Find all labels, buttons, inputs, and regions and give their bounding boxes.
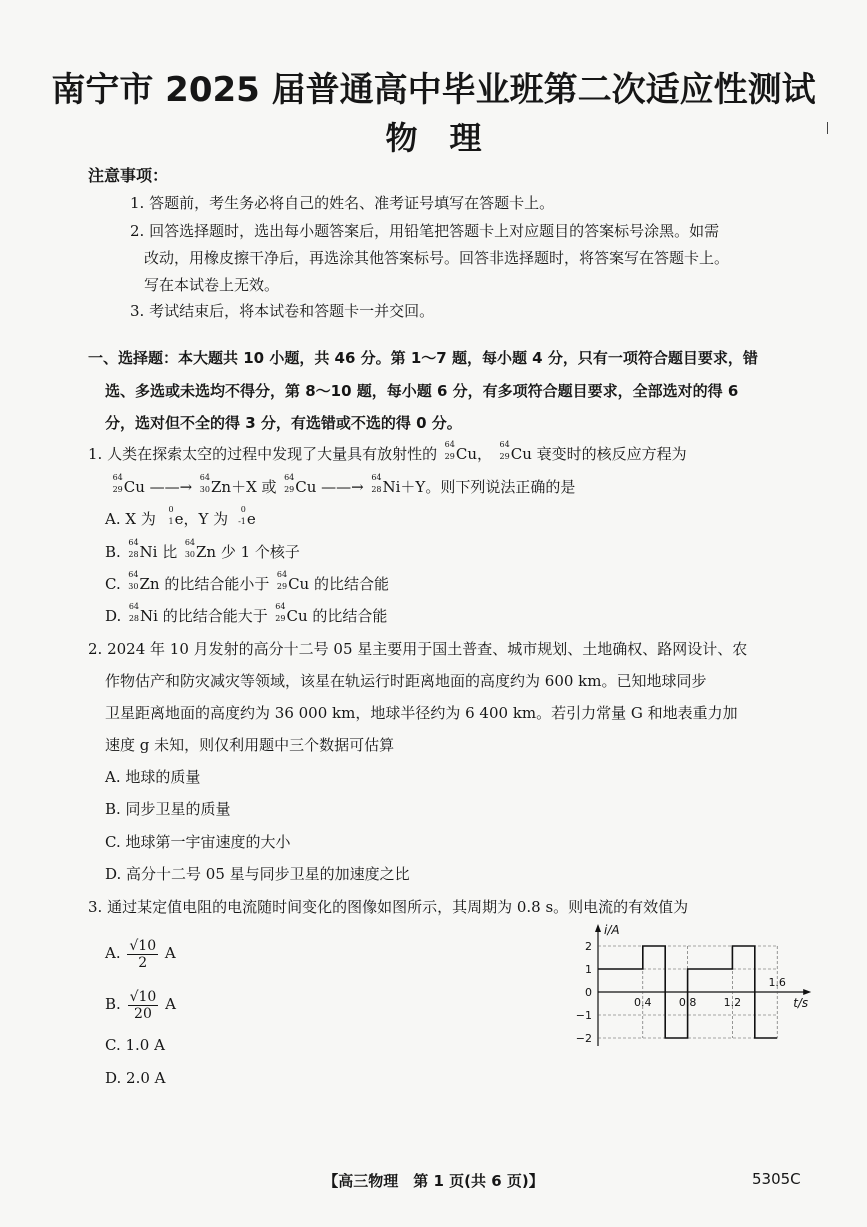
- y-tick-label: −1: [575, 1009, 592, 1022]
- x-tick-label: 0.4: [634, 996, 652, 1009]
- y-axis-label: i/A: [604, 923, 620, 937]
- y-tick-label: 2: [585, 940, 592, 953]
- isotope-cu: 64 29: [444, 440, 455, 461]
- isotope-positron: 0 1: [168, 505, 174, 526]
- notice-item-2-line-3: 写在本试卷上无效。: [144, 276, 280, 294]
- isotope-ni: 64 28: [371, 473, 382, 494]
- isotope-ni: 64 28: [128, 538, 139, 559]
- q3-option-a: A. $\frac{√10}{2}$ A: [105, 937, 176, 971]
- isotope-cu: 64 29: [276, 570, 288, 591]
- q3-stem: 3. 通过某定值电阻的电流随时间变化的图像如图所示，其周期为 0.8 s。则电流的有效值为: [88, 898, 689, 916]
- q1-option-b: B. 64 28 Ni 比 64 30 Zn 少 1 个核子: [105, 538, 300, 561]
- y-tick-label: 0: [585, 986, 592, 999]
- exam-code: 5305C: [752, 1170, 801, 1188]
- q1-option-c: C. 64 30 Zn 的比结合能小于 64 29 Cu 的比结合能: [105, 570, 389, 593]
- exam-title: 南宁市 2025 届普通高中毕业班第二次适应性测试: [51, 70, 816, 110]
- q1-option-d: D. 64 28 Ni 的比结合能大于 64 29 Cu 的比结合能: [105, 602, 388, 625]
- isotope-cu: 64 29: [499, 440, 510, 461]
- isotope-zn: 64 30: [128, 570, 139, 591]
- isotope-zn: 64 30: [199, 473, 210, 494]
- q1-stem-line-1: 1. 人类在探索太空的过程中发现了大量具有放射性的 64 29 Cu， 64 29 Cu 衰变时的核反应方程为: [88, 440, 687, 463]
- q3-option-d: D. 2.0 A: [105, 1069, 166, 1087]
- notice-item-2-line-1: 2. 回答选择题时，选出每小题答案后，用铅笔把答题卡上对应题目的答案标号涂黑。如需: [130, 222, 720, 240]
- notice-item-1: 1. 答题前，考生务必将自己的姓名、准考证号填写在答题卡上。: [130, 194, 555, 212]
- q2-option-b: B. 同步卫星的质量: [105, 800, 231, 818]
- x-tick-label: 1.6: [768, 976, 786, 989]
- y-tick-label: 1: [585, 963, 592, 976]
- q3-option-b: B. $\frac{√10}{20}$ A: [105, 988, 176, 1022]
- subject-title: 物 理: [385, 119, 482, 157]
- isotope-zn: 64 30: [184, 538, 195, 559]
- isotope-cu: 64 29: [284, 473, 295, 494]
- q3-option-c: C. 1.0 A: [105, 1036, 165, 1054]
- isotope-cu: 64 29: [112, 473, 123, 494]
- q2-stem-line-4: 速度 g 未知，则仅利用题中三个数据可估算: [105, 736, 395, 754]
- fraction: $\frac{√10}{20}$: [129, 988, 157, 1022]
- q1-option-a: A. X 为 0 1 e，Y 为 0 -1 e: [105, 505, 256, 528]
- section-1-line-2: 选、多选或未选均不得分，第 8～10 题，每小题 6 分，有多项符合题目要求，全部选对的得 6: [105, 382, 739, 400]
- x-axis-label: t/s: [793, 996, 809, 1010]
- page-footer: 【高三物理 第 1 页(共 6 页)】: [323, 1172, 544, 1190]
- current-time-chart: [560, 922, 809, 1052]
- q2-stem-line-2: 作物估产和防灾减灾等领域，该星在轨运行时距离地面的高度约为 600 km。已知地球同步: [105, 672, 707, 690]
- q2-option-c: C. 地球第一宇宙速度的大小: [105, 833, 291, 851]
- x-tick-label: 0.8: [678, 996, 697, 1009]
- isotope-ni: 64 28: [128, 602, 140, 623]
- x-axis-arrow: [803, 989, 811, 995]
- isotope-cu: 64 29: [275, 602, 286, 623]
- y-tick-label: −2: [575, 1032, 592, 1045]
- x-tick-label: 1.2: [723, 996, 742, 1009]
- q2-option-a: A. 地球的质量: [105, 768, 201, 786]
- section-1-line-3: 分，选对但不全的得 3 分，有选错或不选的得 0 分。: [105, 414, 462, 432]
- section-1-line-1: 一、选择题：本大题共 10 小题，共 46 分。第 1～7 题，每小题 4 分，只有一项符合题目要求，错: [88, 349, 758, 367]
- q1-stem-line-2: 64 29 Cu ——→ 64 30 Zn＋X 或 64 29 Cu ——→ 64 28 Ni＋Y。则下列说法正确的是: [105, 477, 575, 497]
- fraction: $\frac{√10}{2}$: [129, 937, 157, 971]
- q2-stem-line-1: 2. 2024 年 10 月发射的高分十二号 05 星主要用于国土普查、城市规划、土地确权、路网设计、农: [88, 640, 748, 658]
- y-axis-arrow: [595, 924, 601, 932]
- notice-item-3: 3. 考试结束后，将本试卷和答题卡一并交回。: [130, 302, 435, 320]
- notice-heading: 注意事项：: [88, 166, 169, 185]
- q2-stem-line-3: 卫星距离地面的高度约为 36 000 km，地球半径约为 6 400 km。若引力常量 G 和地表重力加: [105, 704, 738, 722]
- isotope-electron: 0 -1: [238, 505, 246, 526]
- q2-option-d: D. 高分十二号 05 星与同步卫星的加速度之比: [105, 865, 410, 883]
- notice-item-2-line-2: 改动，用橡皮擦干净后，再选涂其他答案标号。回答非选择题时，将答案写在答题卡上。: [144, 249, 730, 267]
